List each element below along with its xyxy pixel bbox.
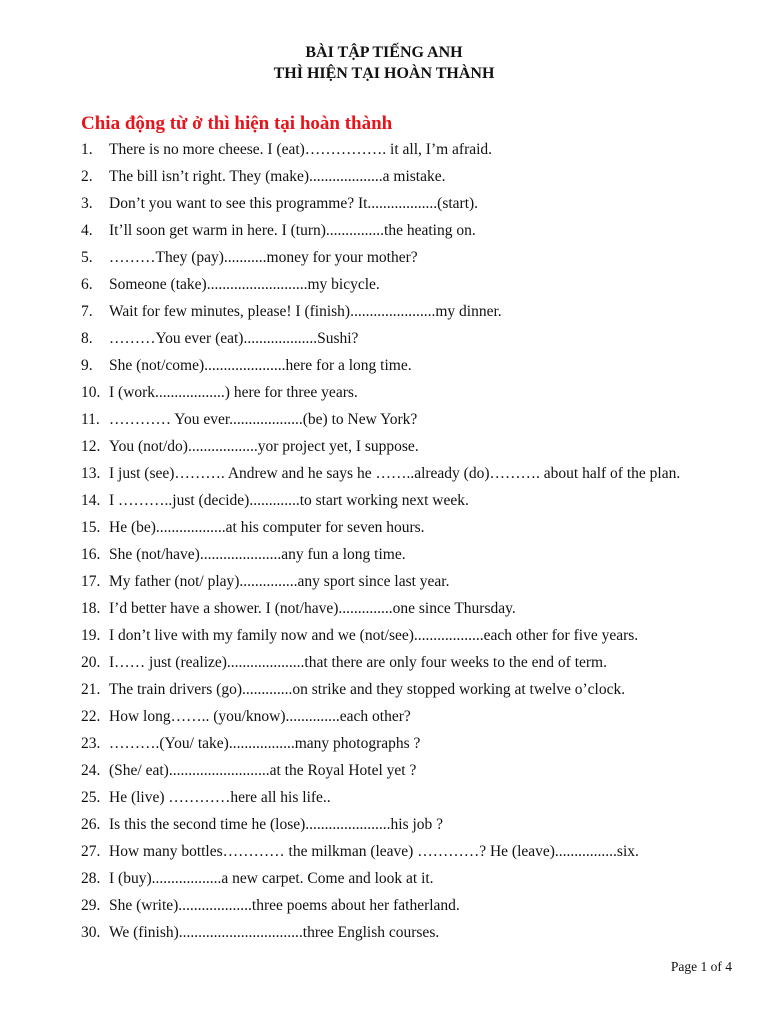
- exercise-item-28: [81, 869, 736, 889]
- exercise-number: 26.: [81, 816, 101, 833]
- exercise-item-4: [81, 221, 736, 241]
- exercise-item-20: [81, 653, 736, 673]
- exercise-text: I…… just (realize)....................that there are only four weeks to the end of term.: [109, 654, 607, 671]
- exercise-number: 5.: [81, 249, 93, 266]
- exercise-text: The bill isn’t right. They (make)...................a mistake.: [109, 168, 446, 185]
- exercise-number: 8.: [81, 330, 93, 347]
- exercise-item-7: [81, 302, 736, 322]
- exercise-text: ………… You ever...................(be) to New York?: [109, 411, 418, 428]
- exercise-item-22: [81, 707, 736, 727]
- exercise-number: 17.: [81, 573, 101, 590]
- exercise-item-29: [81, 896, 736, 916]
- exercise-text: I’d better have a shower. I (not/have)..............one since Thursday.: [109, 600, 516, 617]
- exercise-text: You (not/do)..................yor project yet, I suppose.: [109, 438, 419, 455]
- exercise-text: I (buy)..................a new carpet. Come and look at it.: [109, 870, 434, 887]
- exercise-item-3: [81, 194, 736, 214]
- exercise-item-5: [81, 248, 736, 268]
- exercise-item-1: [81, 140, 736, 160]
- exercise-number: 24.: [81, 762, 101, 779]
- exercise-text: How many bottles………… the milkman (leave) …………? He (leave)................six.: [109, 843, 639, 860]
- exercise-text: I ………..just (decide).............to start working next week.: [109, 492, 469, 509]
- exercise-item-21: [81, 680, 736, 700]
- exercise-item-13: [81, 464, 736, 484]
- exercise-text: Someone (take)..........................my bicycle.: [109, 276, 380, 293]
- exercise-number: 18.: [81, 600, 101, 617]
- exercise-number: 3.: [81, 195, 93, 212]
- exercise-number: 4.: [81, 222, 93, 239]
- exercise-text: There is no more cheese. I (eat)……………. it all, I’m afraid.: [109, 141, 493, 158]
- exercise-text: My father (not/ play)...............any sport since last year.: [109, 573, 450, 590]
- exercise-item-14: [81, 491, 736, 511]
- exercise-item-24: [81, 761, 736, 781]
- exercise-text: I just (see)………. Andrew and he says he ……..already (do)………. about half of the plan.: [109, 465, 681, 482]
- exercise-text: ………You ever (eat)...................Sushi?: [109, 330, 359, 347]
- exercise-number: 27.: [81, 843, 101, 860]
- exercise-number: 21.: [81, 681, 101, 698]
- exercise-number: 10.: [81, 384, 101, 401]
- page-number: Page 1 of 4: [670, 959, 732, 974]
- exercise-text: Is this the second time he (lose)......................his job ?: [109, 816, 444, 833]
- document-title: BÀI TẬP TIẾNG ANH: [305, 44, 463, 61]
- exercise-number: 30.: [81, 924, 101, 941]
- exercise-number: 16.: [81, 546, 101, 563]
- exercise-number: 6.: [81, 276, 93, 293]
- exercise-number: 19.: [81, 627, 101, 644]
- exercise-item-23: [81, 734, 736, 754]
- exercise-number: 23.: [81, 735, 101, 752]
- exercise-text: It’ll soon get warm in here. I (turn)...............the heating on.: [109, 222, 476, 239]
- exercise-number: 15.: [81, 519, 101, 536]
- exercise-text: (She/ eat)..........................at the Royal Hotel yet ?: [109, 762, 417, 779]
- exercise-number: 14.: [81, 492, 101, 509]
- exercise-item-8: [81, 329, 736, 349]
- exercise-number: 29.: [81, 897, 101, 914]
- exercise-item-19: [81, 626, 736, 646]
- exercise-text: ………They (pay)...........money for your mother?: [109, 249, 418, 266]
- exercise-item-11: [81, 410, 736, 430]
- exercise-text: Don’t you want to see this programme? It..................(start).: [109, 195, 479, 212]
- exercise-item-26: [81, 815, 736, 835]
- exercise-number: 2.: [81, 168, 93, 185]
- exercise-text: I don’t live with my family now and we (not/see)..................each other for five years.: [109, 627, 639, 644]
- exercise-text: She (not/have).....................any fun a long time.: [109, 546, 406, 563]
- exercise-list: [81, 140, 736, 950]
- exercise-number: 20.: [81, 654, 101, 671]
- exercise-number: 22.: [81, 708, 101, 725]
- exercise-text: How long…….. (you/know)..............each other?: [109, 708, 411, 725]
- exercise-text: The train drivers (go).............on strike and they stopped working at twelve o’clock.: [109, 681, 626, 698]
- exercise-item-12: [81, 437, 736, 457]
- exercise-number: 12.: [81, 438, 101, 455]
- exercise-text: I (work..................) here for three years.: [109, 384, 358, 401]
- exercise-item-16: [81, 545, 736, 565]
- exercise-item-30: [81, 923, 736, 943]
- exercise-text: She (not/come).....................here for a long time.: [109, 357, 412, 374]
- section-heading: Chia động từ ở thì hiện tại hoàn thành: [81, 113, 393, 134]
- exercise-number: 7.: [81, 303, 93, 320]
- exercise-item-10: [81, 383, 736, 403]
- exercise-item-18: [81, 599, 736, 619]
- exercise-number: 9.: [81, 357, 93, 374]
- exercise-number: 25.: [81, 789, 101, 806]
- exercise-text: She (write)...................three poems about her fatherland.: [109, 897, 460, 914]
- exercise-item-9: [81, 356, 736, 376]
- exercise-number: 13.: [81, 465, 101, 482]
- exercise-number: 28.: [81, 870, 101, 887]
- exercise-number: 1.: [81, 141, 93, 158]
- exercise-item-27: [81, 842, 736, 862]
- exercise-item-6: [81, 275, 736, 295]
- exercise-item-17: [81, 572, 736, 592]
- exercise-text: ……….(You/ take).................many photographs ?: [109, 735, 421, 752]
- exercise-number: 11.: [81, 411, 100, 428]
- exercise-item-2: [81, 167, 736, 187]
- document-subtitle: THÌ HIỆN TẠI HOÀN THÀNH: [273, 65, 495, 82]
- exercise-text: Wait for few minutes, please! I (finish)......................my dinner.: [109, 303, 502, 320]
- exercise-item-15: [81, 518, 736, 538]
- exercise-item-25: [81, 788, 736, 808]
- exercise-text: He (live) …………here all his life..: [109, 789, 331, 806]
- exercise-text: We (finish)................................three English courses.: [109, 924, 440, 941]
- exercise-text: He (be)..................at his computer for seven hours.: [109, 519, 425, 536]
